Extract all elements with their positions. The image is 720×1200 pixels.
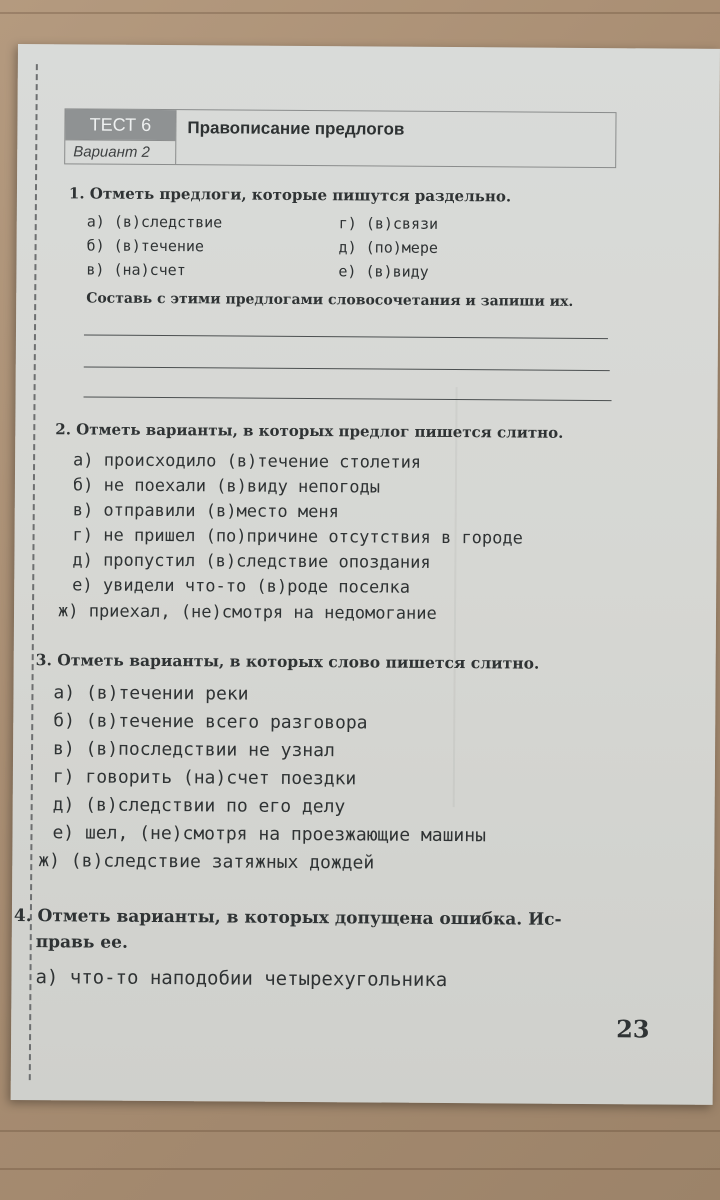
q1-option-g: г) (в)связи <box>338 214 439 233</box>
q2-option: г) не пришел (по)причине отсутствия в городе <box>72 525 523 549</box>
cut-line <box>29 64 38 1080</box>
variant-label: Вариант 2 <box>65 139 175 164</box>
q2-option: в) отправили (в)место меня <box>72 500 339 523</box>
bleed-through <box>453 387 648 808</box>
question-2: 2. Отметь варианты, в которых предлог пишется слитно. <box>55 420 564 442</box>
wood-grain <box>0 12 720 14</box>
test-title: Правописание предлогов <box>187 118 405 139</box>
question-1: 1. Отметь предлоги, которые пишутся раздельно. <box>68 184 512 206</box>
q1-option-d: д) (по)мере <box>338 238 438 257</box>
q2-option: е) увидели что-то (в)роде поселка <box>72 575 411 598</box>
q2-option: б) не поехали (в)виду непогоды <box>72 475 381 498</box>
q2-option: д) пропустил (в)следствие опоздания <box>72 550 431 573</box>
q3-option: ж) (в)следствие затяжных дождей <box>38 850 375 874</box>
question-4: 4. Отметь варианты, в которых допущена ошибка. Ис- <box>13 905 562 930</box>
page-number: 23 <box>616 1014 650 1044</box>
q3-option: е) шел, (не)смотря на проезжающие машины <box>52 822 487 847</box>
q3-option: б) (в)течение всего разговора <box>53 710 368 734</box>
header-divider <box>175 110 176 164</box>
workbook-page <box>11 44 720 1105</box>
q3-option: д) (в)следствии по его делу <box>52 794 346 818</box>
test-header <box>64 108 616 168</box>
test-label: ТЕСТ 6 <box>65 109 175 140</box>
q1-option-e: е) (в)виду <box>338 262 429 281</box>
question-3: 3. Отметь варианты, в которых слово пишется слитно. <box>35 650 540 673</box>
q1-option-a: а) (в)следствие <box>86 212 223 232</box>
answer-line[interactable] <box>84 334 608 339</box>
q1-option-v: в) (на)счет <box>86 260 186 280</box>
wood-grain <box>0 1168 720 1170</box>
q3-option: а) (в)течении реки <box>53 682 249 705</box>
wood-grain <box>0 1130 720 1132</box>
q3-option: г) говорить (на)счет поездки <box>52 766 357 790</box>
q3-option: в) (в)последствии не узнал <box>53 738 335 762</box>
q2-option: ж) приехал, (не)смотря на недомогание <box>57 601 437 624</box>
q2-option: а) происходило (в)течение столетия <box>73 450 422 473</box>
q1-option-b: б) (в)течение <box>86 236 205 256</box>
q4-option: а) что-то наподобии четырехугольника <box>35 966 448 992</box>
answer-line[interactable] <box>84 366 610 371</box>
question-4-continued: правь ее. <box>35 932 128 953</box>
q1-instruction: Составь с этими предлогами словосочетания и запиши их. <box>86 290 574 310</box>
